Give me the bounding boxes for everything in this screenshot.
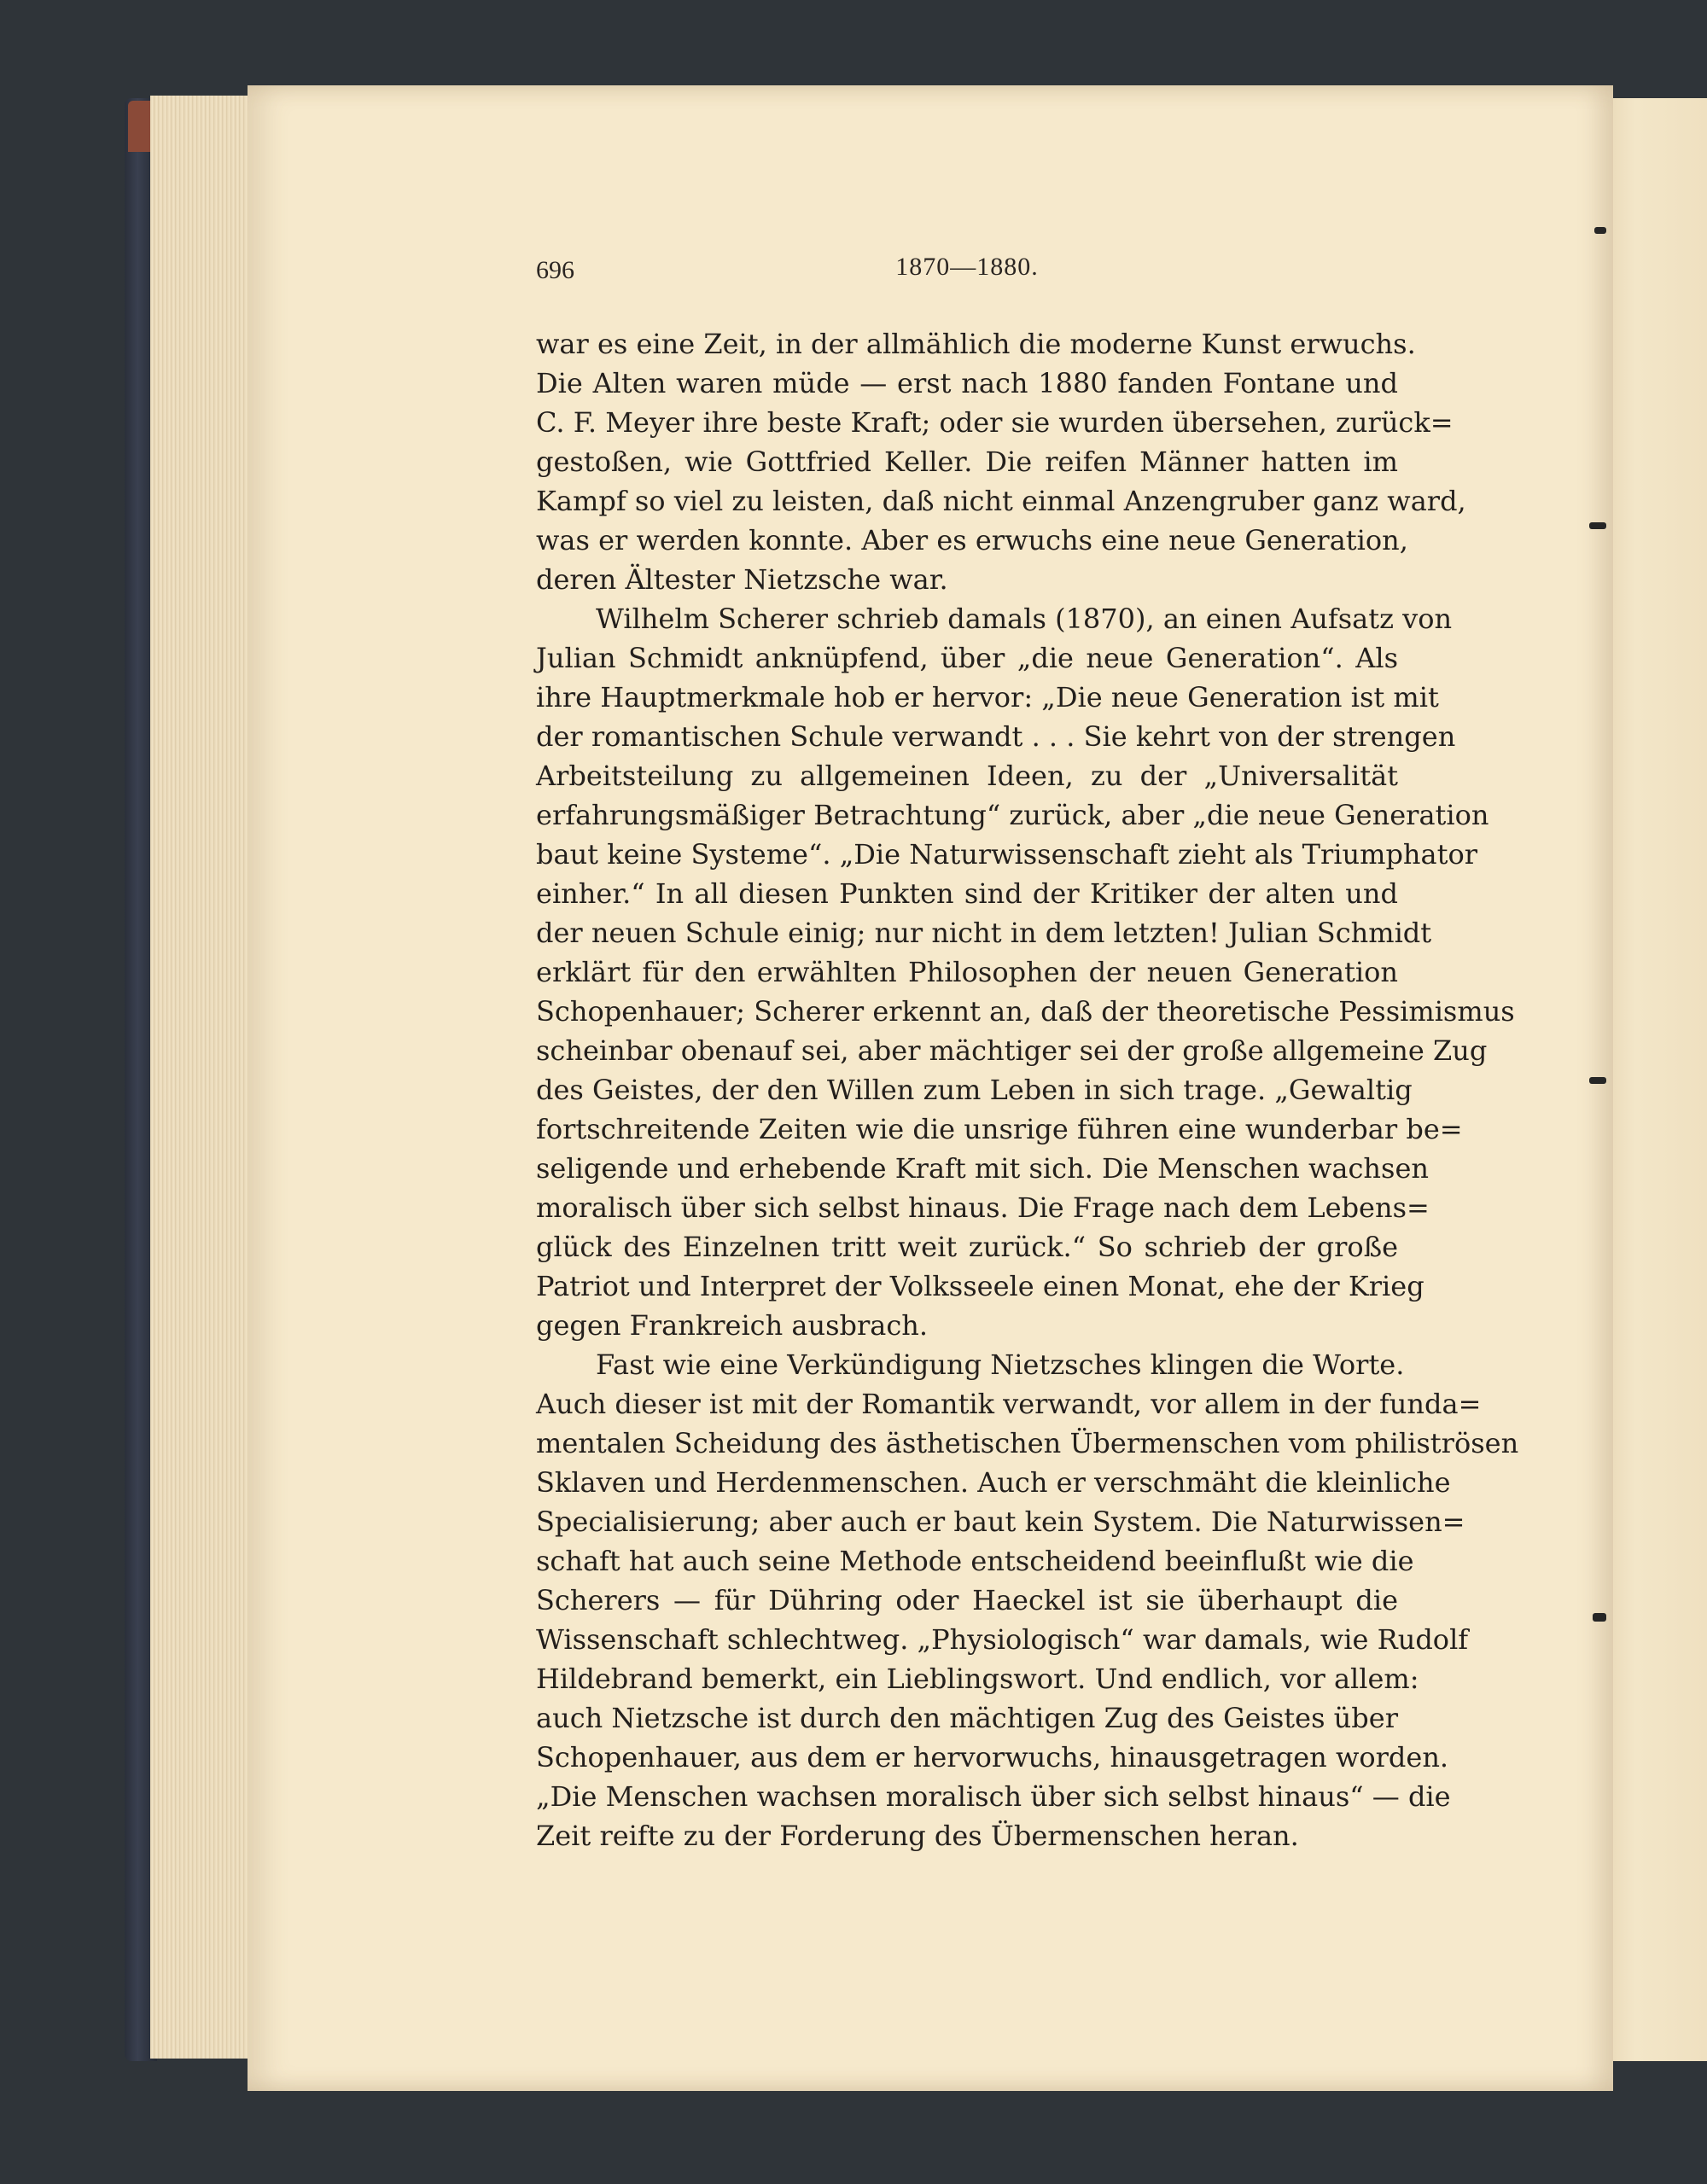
body-text	[536, 324, 1519, 1855]
text-line: erfahrungsmäßiger Betrachtung“ zurück, aber „die neue Generation	[536, 799, 1489, 831]
gutter-mark	[1589, 1077, 1606, 1084]
text-line: „Die Menschen wachsen moralisch über sich selbst hinaus“ — die	[536, 1780, 1451, 1813]
gutter-mark	[1594, 227, 1606, 234]
page-edges-left	[150, 96, 253, 2059]
text-line: seligende und erhebende Kraft mit sich. Die Menschen wachsen	[536, 1152, 1429, 1185]
text-line: des Geistes, der den Willen zum Leben in sich trage. „Gewaltig	[536, 1074, 1413, 1106]
text-line: C. F. Meyer ihre beste Kraft; oder sie wurden übersehen, zurück=	[536, 406, 1454, 439]
text-line: Specialisierung; aber auch er baut kein System. Die Naturwissen=	[536, 1506, 1465, 1538]
text-line: gegen Frankreich ausbrach.	[536, 1309, 929, 1342]
text-line: Julian Schmidt anknüpfend, über „die neue Generation“. Als	[536, 642, 1398, 674]
text-line: erklärt für den erwählten Philosophen der neuen Generation	[536, 956, 1398, 988]
text-line: der romantischen Schule verwandt . . . Sie kehrt von der strengen	[536, 720, 1456, 753]
text-line: was er werden konnte. Aber es erwuchs eine neue Generation,	[536, 524, 1408, 556]
text-line: Wilhelm Scherer schrieb damals (1870), an einen Aufsatz von	[596, 603, 1453, 635]
text-line: Scherers — für Dühring oder Haeckel ist sie überhaupt die	[536, 1584, 1398, 1616]
text-line: Die Alten waren müde — erst nach 1880 fanden Fontane und	[536, 367, 1398, 399]
text-line: Hildebrand bemerkt, ein Lieblingswort. Und endlich, vor allem:	[536, 1663, 1419, 1695]
text-line: Patriot und Interpret der Volksseele einen Monat, ehe der Krieg	[536, 1270, 1424, 1302]
text-line: Sklaven und Herdenmenschen. Auch er verschmäht die kleinliche	[536, 1466, 1451, 1499]
gutter-mark	[1593, 1613, 1606, 1622]
text-line: auch Nietzsche ist durch den mächtigen Zug des Geistes über	[536, 1702, 1398, 1734]
text-line: deren Ältester Nietzsche war.	[536, 563, 948, 596]
text-line: glück des Einzelnen tritt weit zurück.“ So schrieb der große	[536, 1231, 1398, 1263]
text-line: der neuen Schule einig; nur nicht in dem letzten! Julian Schmidt	[536, 917, 1432, 949]
text-line: scheinbar obenauf sei, aber mächtiger sei der große allgemeine Zug	[536, 1034, 1488, 1067]
text-line: fortschreitende Zeiten wie die unsrige führen eine wunderbar be=	[536, 1113, 1463, 1145]
text-line: Arbeitsteilung zu allgemeinen Ideen, zu der „Universalität	[536, 760, 1398, 792]
text-line: schaft hat auch seine Methode entscheidend beeinflußt wie die	[536, 1545, 1414, 1577]
gutter-mark	[1589, 522, 1606, 529]
running-head: 1870—1880.	[895, 253, 1039, 281]
text-line: Kampf so viel zu leisten, daß nicht einmal Anzengruber ganz ward,	[536, 485, 1466, 517]
text-line: moralisch über sich selbst hinaus. Die Frage nach dem Lebens=	[536, 1191, 1430, 1224]
text-line: Wissenschaft schlechtweg. „Physiologisch“ war damals, wie Rudolf	[536, 1623, 1469, 1656]
text-line: einher.“ In all diesen Punkten sind der Kritiker der alten und	[536, 877, 1398, 910]
text-line: gestoßen, wie Gottfried Keller. Die reifen Männer hatten im	[536, 446, 1398, 478]
page-number: 696	[536, 256, 574, 284]
text-line: Auch dieser ist mit der Romantik verwandt, vor allem in der funda=	[536, 1388, 1482, 1420]
text-line: Schopenhauer; Scherer erkennt an, daß der theoretische Pessimismus	[536, 995, 1515, 1028]
facing-page-edge	[1605, 98, 1707, 2061]
text-line: Fast wie eine Verkündigung Nietzsches klingen die Worte.	[596, 1348, 1405, 1381]
text-line: Schopenhauer, aus dem er hervorwuchs, hinausgetragen worden.	[536, 1741, 1449, 1773]
text-line: Zeit reifte zu der Forderung des Übermenschen heran.	[536, 1820, 1299, 1852]
text-line: ihre Hauptmerkmale hob er hervor: „Die neue Generation ist mit	[536, 681, 1439, 713]
text-line: mentalen Scheidung des ästhetischen Übermenschen vom philiströsen	[536, 1427, 1519, 1459]
text-line: war es eine Zeit, in der allmählich die moderne Kunst erwuchs.	[536, 328, 1416, 360]
page-header	[536, 253, 1398, 290]
text-line: baut keine Systeme“. „Die Naturwissenschaft zieht als Triumphator	[536, 838, 1478, 871]
